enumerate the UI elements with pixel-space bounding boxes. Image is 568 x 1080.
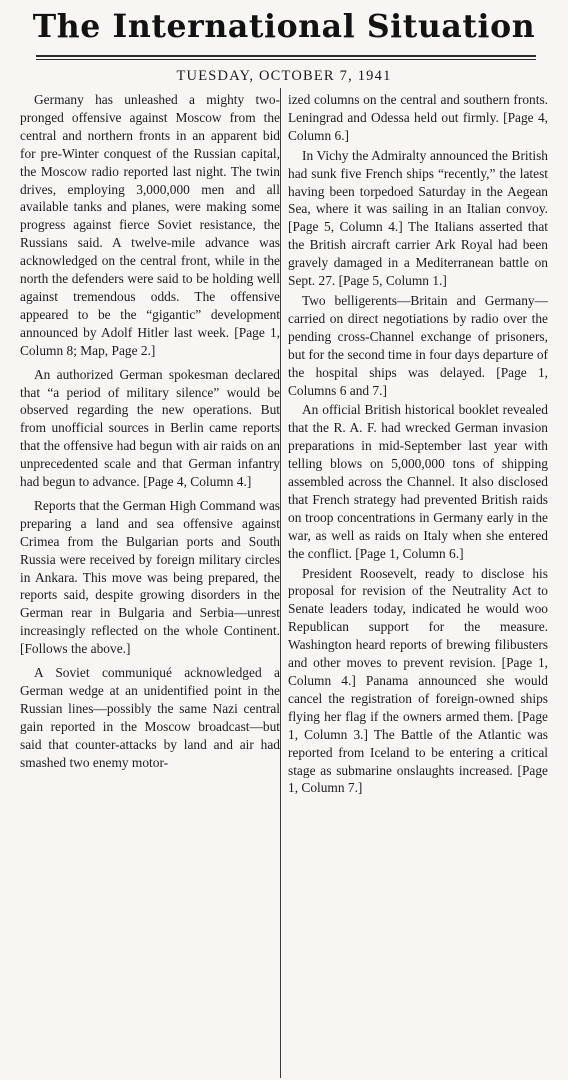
left-column <box>20 91 280 772</box>
paragraph-prisoner-exchange: Two belligerents—Britain and Germany—carried on direct negotiations by radio over the pending cross-Channel exchange of prisoners, but for the second time in four days departure of the hospital ships was delayed. [Page 1, Columns 6 and 7.] <box>288 292 548 398</box>
right-column <box>288 91 548 797</box>
paragraph-raf-booklet: An official British historical booklet revealed that the R. A. F. had wrecked German invasion preparations in mid-September last year with telling blows on 5,000,000 tons of shipping assembled across the Channel. It also disclosed that French strategy had prevented British raids on troop concentrations in Germany early in the war, as well as raids on Italy when she entered the conflict. [Page 1, Column 6.] <box>288 402 548 561</box>
paragraph-moscow-offensive: Germany has unleashed a mighty two-pronged offensive against Moscow from the central and northern fronts in an apparent bid for pre-Winter conquest of the Russian capital, the Moscow radio reported last night. The twin drives, employing 3,000,000 men and all available tanks and planes, were making some progress against fierce Soviet resistance, the Russians said. A twelve-mile advance was acknowledged on the central front, while in the north the defenders were said to be holding well against tremendous odds. The offensive appeared to be the “gigantic” development announced by Adolf Hitler last week. [Page 1, Column 8; Map, Page 2.] <box>20 92 280 358</box>
paragraph-vichy-admiralty: In Vichy the Admiralty announced the British had sunk five French ships “recently,” the latest having been torpedoed Saturday in the Aegean Sea, where it was sailing in an Italian convoy. [Page 5, Column 4.] The Italians asserted that the British aircraft carrier Ark Royal had been gravely damaged in a Mediterranean battle on Sept. 27. [Page 5, Column 1.] <box>288 147 548 289</box>
headline: The International Situation <box>32 8 536 45</box>
paragraph-soviet-communique-continued: ized columns on the central and southern fronts. Leningrad and Odessa held out firmly. [Page 4, Column 6.] <box>288 92 548 143</box>
paragraph-crimea-offensive: Reports that the German High Command was preparing a land and sea offensive against Crimea from the Bulgarian ports and South Russia were received by foreign military circles in Ankara. This move was being prepared, the reports said, despite growing disorders in the German rear in Bulgaria and Serbia—unrest increasingly reflected on the whole Continent. [Follows the above.] <box>20 497 280 657</box>
dateline: TUESDAY, OCTOBER 7, 1941 <box>176 68 392 84</box>
headline-rule-thin <box>36 59 536 60</box>
paragraph-german-spokesman: An authorized German spokesman declared that “a period of military silence” would be observed regarding the new operations. But from unofficial sources in Berlin came reports that the offensive had begun with air raids on an unprecedented scale and that German infantry had begun to advance. [Page 4, Column 4.] <box>20 366 280 490</box>
column-divider <box>280 88 281 1078</box>
paragraph-soviet-communique: A Soviet communiqué acknowledged a German wedge at an unidentified point in the Russian lines—possibly the same Nazi central gain reported in the Moscow broadcast—but said that counter-attacks by land and air had smashed two enemy motor- <box>20 665 280 770</box>
headline-rule-thick <box>36 55 536 57</box>
paragraph-neutrality-act: President Roosevelt, ready to disclose his proposal for revision of the Neutrality Act to Senate leaders today, indicated he would woo Republican support for the measure. Washington heard reports of brewing filibusters and other moves to prevent revision. [Page 1, Column 4.] Panama announced she would cancel the registration of foreign-owned ships flying her flag if the owners armed them. [Page 1, Column 3.] The Battle of the Atlantic was reported from Iceland to be entering a critical stage as submarine onslaughts increased. [Page 1, Column 7.] <box>288 565 548 796</box>
